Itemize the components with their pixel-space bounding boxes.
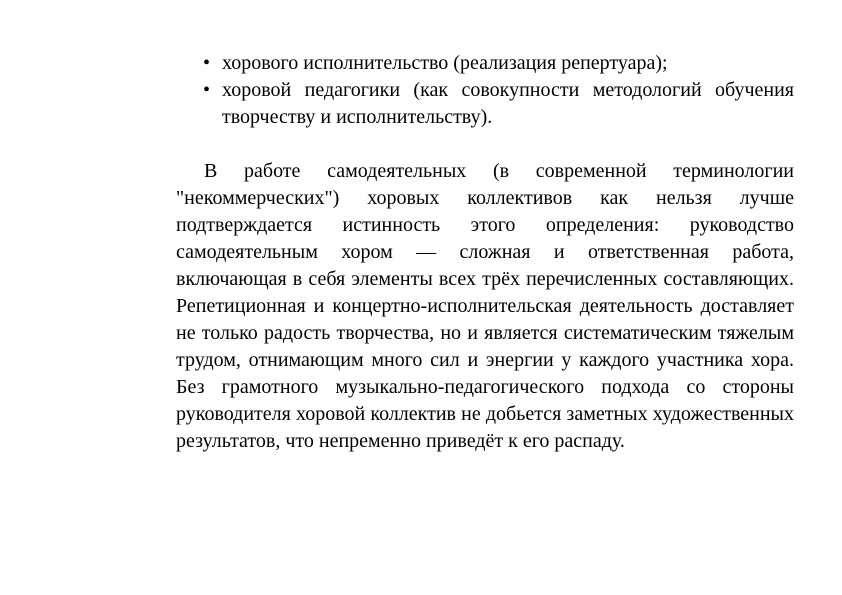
bullet-list <box>176 50 794 131</box>
bullet-icon: • <box>203 52 211 74</box>
list-item-text: хоровой педагогики (как совокупности методологий обучения творчеству и исполнительству). <box>222 79 794 128</box>
list-item <box>176 77 794 131</box>
list-item-text: хорового исполнительство (реализация репертуара); <box>222 52 668 74</box>
body-paragraph: В работе самодеятельных (в современной терминологии "некоммерческих") хоровых коллективов как нельзя лучше подтверждается истинность этого определения: руководство самодеятельным хором — сложная и ответственная работа, включающая в себя элементы всех трёх перечисленных составляющих. Репетиционная и концертно-исполнительская деятельность доставляет не только радость творчества, но и является систематическим тяжелым трудом, отнимающим много сил и энергии у каждого участника хора. Без грамотного музыкально-педагогического подхода со стороны руководителя хоровой коллектив не добьется заметных художественных результатов, что непременно приведёт к его распаду. <box>176 160 794 452</box>
list-item <box>176 50 794 77</box>
document-body <box>176 50 794 455</box>
bullet-icon: • <box>203 79 211 101</box>
